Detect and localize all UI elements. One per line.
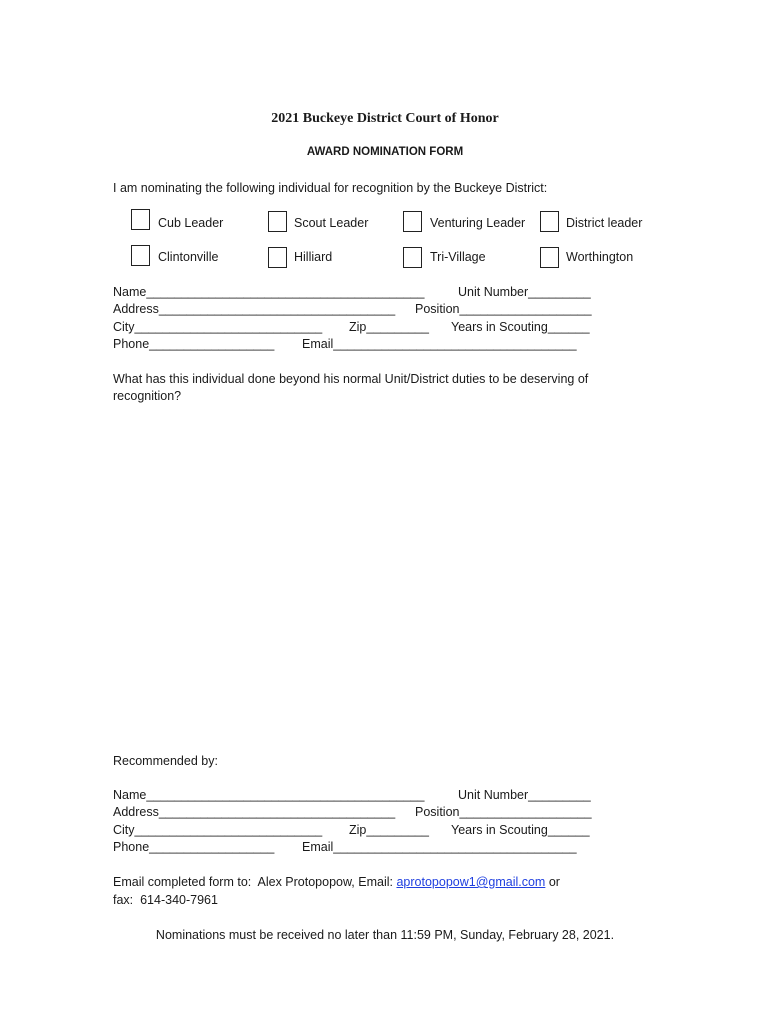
recommender-unit-number-field[interactable]: Unit Number_________ [458,788,591,802]
checkbox-label-cub-leader: Cub Leader [158,216,224,230]
nominee-email-field[interactable]: Email___________________________________ [302,337,577,351]
deadline-text: Nominations must be received no later than 11:59 PM, Sunday, February 28, 2021. [155,928,615,942]
question-text-line1: What has this individual done beyond his normal Unit/District duties to be deserving of [113,372,589,386]
checkbox-label-worthington: Worthington [566,250,634,264]
checkbox-scout-leader[interactable] [268,211,287,232]
checkbox-cub-leader[interactable] [131,209,150,230]
recommender-email-field[interactable]: Email___________________________________ [302,840,577,854]
recommender-years-field[interactable]: Years in Scouting______ [451,823,590,837]
email-instruction-suffix: or [545,875,560,889]
checkbox-label-venturing-leader: Venturing Leader [430,216,526,230]
nominee-unit-number-field[interactable]: Unit Number_________ [458,285,591,299]
checkbox-label-hilliard: Hilliard [294,250,333,264]
checkbox-label-clintonville: Clintonville [158,250,219,264]
checkbox-label-scout-leader: Scout Leader [294,216,369,230]
checkbox-tri-village[interactable] [403,247,422,268]
email-link[interactable]: aprotopopow1@gmail.com [396,875,546,889]
checkbox-label-district-leader: District leader [566,216,643,230]
fax-text: fax: 614-340-7961 [113,893,218,907]
form-subtitle: AWARD NOMINATION FORM [306,146,464,158]
nominee-phone-field[interactable]: Phone__________________ [113,337,275,351]
checkbox-label-tri-village: Tri-Village [430,250,486,264]
nominee-city-field[interactable]: City___________________________ [113,320,323,334]
question-text-line2: recognition? [113,389,182,403]
recommender-address-field[interactable]: Address__________________________________ [113,805,396,819]
recommender-city-field[interactable]: City___________________________ [113,823,323,837]
recommender-phone-field[interactable]: Phone__________________ [113,840,275,854]
email-instruction-prefix: Email completed form to: Alex Protopopow, Email: [113,875,397,889]
intro-text: I am nominating the following individual for recognition by the Buckeye District: [113,181,548,195]
recommender-position-field[interactable]: Position___________________ [415,805,592,819]
nominee-address-field[interactable]: Address__________________________________ [113,302,396,316]
checkbox-worthington[interactable] [540,247,559,268]
nominee-position-field[interactable]: Position___________________ [415,302,592,316]
nominee-years-field[interactable]: Years in Scouting______ [451,320,590,334]
recommender-name-field[interactable]: Name________________________________________ [113,788,425,802]
recommender-zip-field[interactable]: Zip_________ [349,823,429,837]
answer-area[interactable] [113,410,653,745]
recommended-by-label: Recommended by: [113,754,218,768]
checkbox-venturing-leader[interactable] [403,211,422,232]
checkbox-district-leader[interactable] [540,211,559,232]
checkbox-clintonville[interactable] [131,245,150,266]
email-instruction [113,875,560,889]
nominee-name-field[interactable]: Name________________________________________ [113,285,425,299]
checkbox-hilliard[interactable] [268,247,287,268]
form-title: 2021 Buckeye District Court of Honor [271,111,499,126]
nominee-zip-field[interactable]: Zip_________ [349,320,429,334]
